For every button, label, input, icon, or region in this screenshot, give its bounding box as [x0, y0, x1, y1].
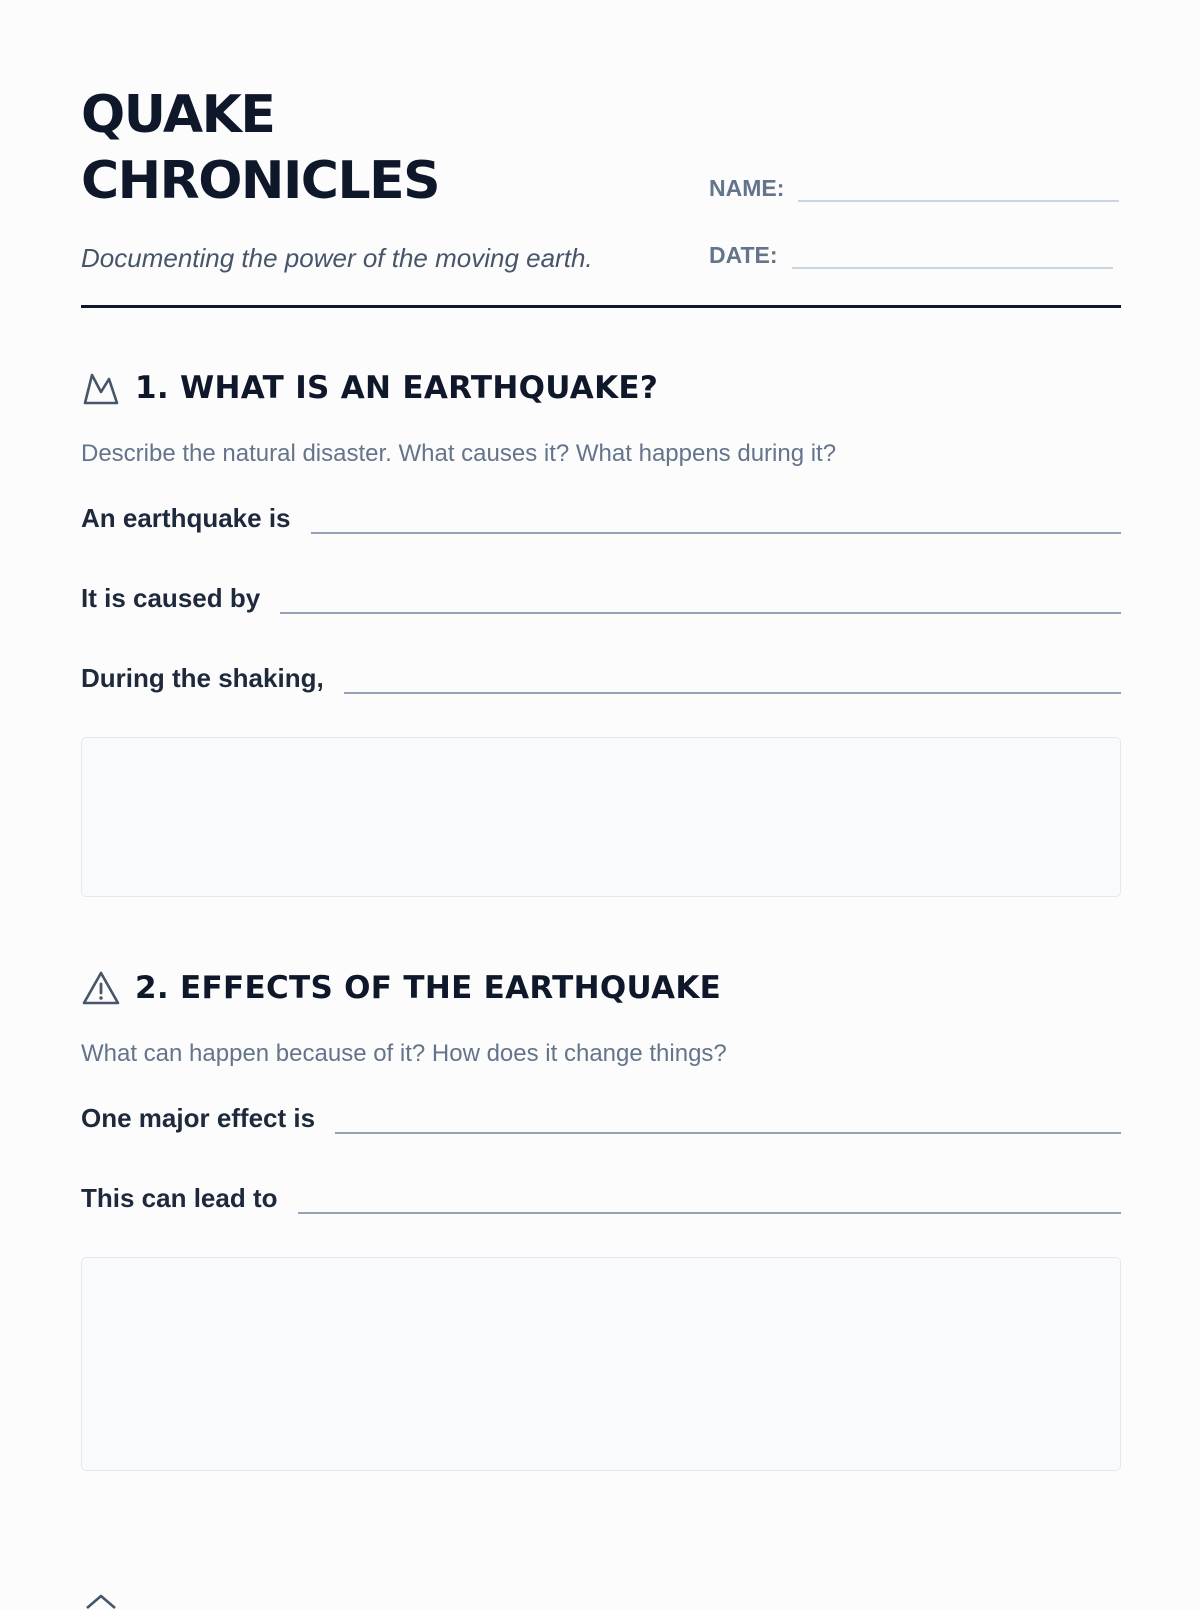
name-field[interactable]	[798, 172, 1119, 202]
field-label: One major effect is	[81, 1103, 316, 1133]
field-label: During the shaking,	[81, 663, 324, 693]
section-1-field-3	[81, 663, 1121, 694]
title-line-1: QUAKE	[81, 85, 275, 145]
mountain-icon	[81, 368, 121, 408]
section-2-field-2	[81, 1183, 1121, 1214]
section-1-heading	[81, 368, 658, 408]
name-label: NAME:	[709, 175, 785, 201]
section-1-answer-box[interactable]	[81, 737, 1121, 897]
section-1-prompt: Describe the natural disaster. What causes it? What happens during it?	[81, 440, 837, 467]
field-label: It is caused by	[81, 583, 261, 613]
section-2-title: 2. EFFECTS OF THE EARTHQUAKE	[135, 970, 722, 1006]
section-1-title: 1. WHAT IS AN EARTHQUAKE?	[135, 370, 659, 406]
header-divider	[81, 305, 1121, 308]
date-row	[709, 239, 1113, 269]
section-2-prompt: What can happen because of it? How does it change things?	[81, 1040, 727, 1067]
field-label: An earthquake is	[81, 503, 291, 533]
worksheet-page	[81, 0, 1121, 1600]
date-label: DATE:	[709, 242, 778, 268]
section-2-field-1	[81, 1103, 1121, 1134]
house-icon	[81, 1590, 121, 1610]
section-2-answer-box[interactable]	[81, 1257, 1121, 1471]
answer-line[interactable]	[311, 508, 1121, 534]
date-field[interactable]	[792, 239, 1113, 269]
section-1-field-2	[81, 583, 1121, 614]
section-2-heading	[81, 968, 721, 1008]
worksheet-subtitle: Documenting the power of the moving earth.	[81, 243, 593, 273]
answer-line[interactable]	[280, 588, 1121, 614]
worksheet-title	[81, 82, 439, 214]
title-line-2: CHRONICLES	[81, 151, 440, 211]
answer-line[interactable]	[344, 668, 1121, 694]
section-1-field-1	[81, 503, 1121, 534]
answer-line[interactable]	[298, 1188, 1122, 1214]
warning-icon	[81, 968, 121, 1008]
answer-line[interactable]	[335, 1108, 1121, 1134]
name-row	[709, 172, 1119, 202]
field-label: This can lead to	[81, 1183, 278, 1213]
